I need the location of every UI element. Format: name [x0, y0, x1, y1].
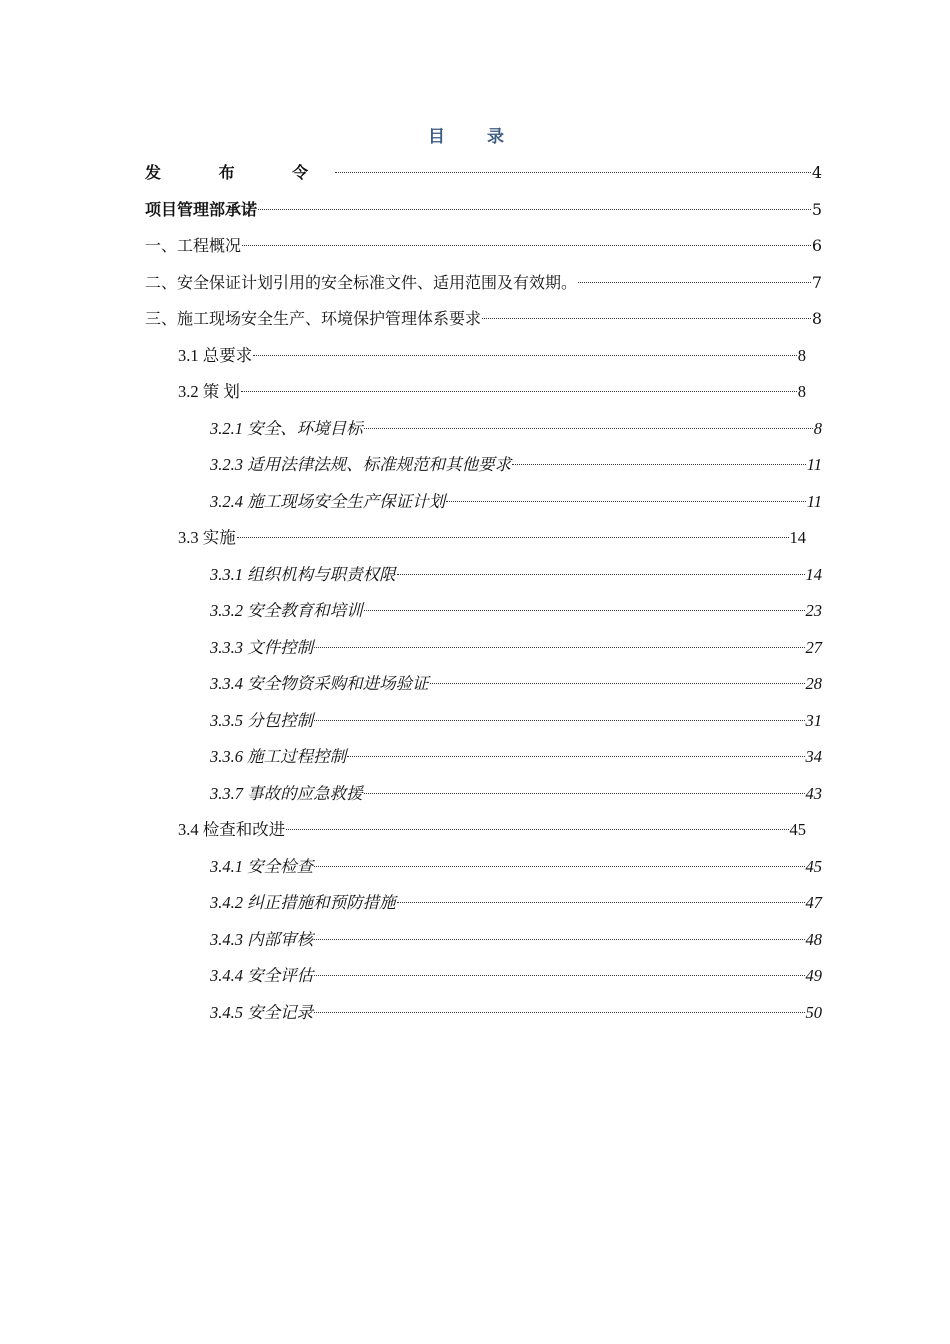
toc-leader-dots	[241, 391, 797, 392]
toc-entry-label: 一、工程概况	[145, 236, 242, 255]
toc-page-number: 45	[789, 820, 806, 839]
toc-entry-3-2-1[interactable]	[210, 416, 822, 442]
toc-leader-dots	[364, 610, 805, 611]
toc-entry-label: 3.3.2 安全教育和培训	[210, 601, 363, 620]
toc-page-number: 8	[811, 309, 822, 328]
toc-entry-label: 3.3.6 施工过程控制	[210, 747, 347, 766]
toc-entry-label: 项目管理部承诺	[145, 200, 258, 219]
toc-entry-label: 3.4.4 安全评估	[210, 966, 314, 985]
toc-entry-3-2-4[interactable]	[210, 489, 822, 515]
toc-entry-label: 发 布 令	[145, 163, 335, 182]
toc-page-number: 45	[805, 857, 822, 876]
toc-entry-label: 3.2 策 划	[178, 382, 240, 401]
toc-page-number: 8	[813, 419, 822, 438]
toc-entry-3-4-2[interactable]	[210, 890, 822, 916]
toc-leader-dots	[482, 318, 811, 319]
toc-entry-standards[interactable]	[145, 270, 822, 296]
toc-leader-dots	[242, 245, 811, 246]
toc-entry-label: 3.3.4 安全物资采购和进场验证	[210, 674, 429, 693]
toc-leader-dots	[314, 975, 804, 976]
toc-page-number: 5	[811, 200, 822, 219]
toc-entry-label: 三、施工现场安全生产、环境保护管理体系要求	[145, 309, 482, 328]
toc-leader-dots	[314, 1012, 804, 1013]
toc-leader-dots	[253, 355, 797, 356]
toc-entry-3-3[interactable]	[178, 525, 806, 551]
toc-entry-3-4-3[interactable]	[210, 927, 822, 953]
toc-entry-label: 3.2.1 安全、环境目标	[210, 419, 363, 438]
toc-page-number: 31	[805, 711, 822, 730]
toc-page-number: 27	[805, 638, 822, 657]
toc-leader-dots	[347, 756, 804, 757]
toc-title: 目 录	[428, 127, 522, 147]
toc-page-number: 14	[805, 565, 822, 584]
toc-entry-3-1[interactable]	[178, 343, 806, 369]
toc-page-number: 11	[806, 492, 822, 511]
toc-entry-label: 3.3.3 文件控制	[210, 638, 314, 657]
toc-page-number: 49	[805, 966, 822, 985]
toc-entry-3-2[interactable]	[178, 379, 806, 405]
toc-entry-3-3-6[interactable]	[210, 744, 822, 770]
toc-entry-3-4[interactable]	[178, 817, 806, 843]
toc-entry-label: 3.3.1 组织机构与职责权限	[210, 565, 396, 584]
toc-entry-label: 3.4.1 安全检查	[210, 857, 314, 876]
toc-entry-label: 3.2.4 施工现场安全生产保证计划	[210, 492, 446, 511]
toc-entry-label: 3.3.5 分包控制	[210, 711, 314, 730]
toc-entry-label: 3.4.3 内部审核	[210, 930, 314, 949]
toc-entry-label: 3.4.5 安全记录	[210, 1003, 314, 1022]
toc-entry-3-4-5[interactable]	[210, 1000, 822, 1026]
toc-leader-dots	[397, 902, 805, 903]
toc-page-number: 14	[789, 528, 806, 547]
toc-leader-dots	[364, 428, 813, 429]
toc-leader-dots	[512, 464, 806, 465]
toc-leader-dots	[314, 939, 804, 940]
toc-entry-label: 3.3.7 事故的应急救援	[210, 784, 363, 803]
toc-entry-commitment[interactable]	[145, 197, 822, 223]
toc-entry-label: 3.2.3 适用法律法规、标准规范和其他要求	[210, 455, 512, 474]
toc-page-number: 47	[805, 893, 822, 912]
toc-page-number: 43	[805, 784, 822, 803]
toc-entry-label: 3.4 检查和改进	[178, 820, 286, 839]
toc-leader-dots	[286, 829, 788, 830]
toc-page-number: 6	[811, 236, 822, 255]
toc-page-number: 8	[797, 346, 806, 365]
toc-entry-3-3-7[interactable]	[210, 781, 822, 807]
toc-entry-release-order[interactable]	[145, 160, 822, 186]
toc-leader-dots	[446, 501, 806, 502]
toc-entry-label: 3.1 总要求	[178, 346, 253, 365]
toc-page-number: 4	[811, 163, 822, 182]
toc-leader-dots	[335, 172, 811, 173]
toc-entry-project-overview[interactable]	[145, 233, 822, 259]
toc-page-number: 48	[805, 930, 822, 949]
toc-entry-label: 二、安全保证计划引用的安全标准文件、适用范围及有效期。	[145, 273, 578, 292]
toc-page-number: 11	[806, 455, 822, 474]
toc-entry-3-3-1[interactable]	[210, 562, 822, 588]
toc-entry-label: 3.4.2 纠正措施和预防措施	[210, 893, 396, 912]
toc-entry-3-2-3[interactable]	[210, 452, 822, 478]
toc-entry-label: 3.3 实施	[178, 528, 236, 547]
toc-entry-3-3-5[interactable]	[210, 708, 822, 734]
toc-leader-dots	[430, 683, 805, 684]
toc-entry-3-3-3[interactable]	[210, 635, 822, 661]
toc-leader-dots	[314, 647, 804, 648]
toc-leader-dots	[314, 720, 804, 721]
toc-page-number: 7	[811, 273, 822, 292]
toc-leader-dots	[578, 282, 811, 283]
toc-entry-3-4-4[interactable]	[210, 963, 822, 989]
toc-entry-3-4-1[interactable]	[210, 854, 822, 880]
toc-page-number: 34	[805, 747, 822, 766]
toc-page-number: 8	[797, 382, 806, 401]
toc-entry-3-3-4[interactable]	[210, 671, 822, 697]
toc-leader-dots	[237, 537, 789, 538]
toc-page-number: 50	[805, 1003, 822, 1022]
toc-page-number: 23	[805, 601, 822, 620]
toc-page-number: 28	[805, 674, 822, 693]
toc-leader-dots	[314, 866, 804, 867]
toc-leader-dots	[397, 574, 805, 575]
toc-entry-3-3-2[interactable]	[210, 598, 822, 624]
toc-leader-dots	[364, 793, 805, 794]
toc-leader-dots	[258, 209, 811, 210]
toc-entry-management-system[interactable]	[145, 306, 822, 332]
